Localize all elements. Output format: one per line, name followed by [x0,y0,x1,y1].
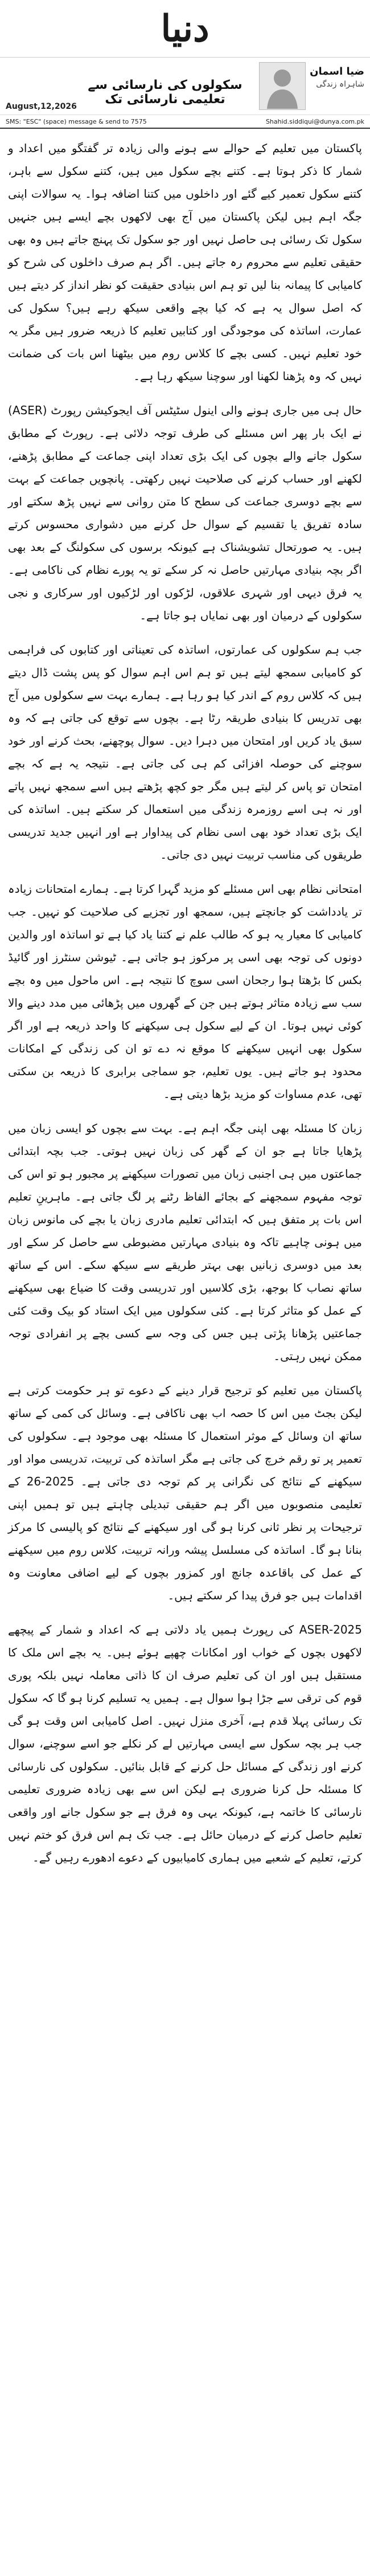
sms-instruction: SMS: "ESC" (space) message & send to 7575 [6,117,147,125]
article-paragraph: حال ہی میں جاری ہونے والی اینول سٹیٹس آف ایجوکیشن رپورٹ (ASER) نے ایک بار پھر اس مسئلے کی طرف توجہ دلائی ہے۔ رپورٹ کے مطابق سکول جانے والے بچوں کی ایک بڑی تعداد اپنی جماعت کے مطابق پڑھنے، لکھنے اور حساب کرنے کی صلاحیت نہیں رکھتی۔ پانچویں جماعت کے بہت سے بچے دوسری جماعت کی سطح کا متن روانی سے نہیں پڑھ سکتے اور سادہ تفریق یا تقسیم کے سوال حل کرنے میں دشواری محسوس کرتے ہیں۔ یہ صورتحال تشویشناک ہے کیونکہ برسوں کی سکولنگ کے بعد بھی اگر بچہ بنیادی مہارتیں حاصل نہ کر سکے تو یہ پورے نظام کی ناکامی ہے۔ یہ فرق دیہی اور شہری علاقوں، لڑکوں اور لڑکیوں اور سرکاری و نجی سکولوں کے درمیان اور بھی نمایاں ہو جاتا ہے۔ [8,403,362,622]
article-paragraph: جب ہم سکولوں کی عمارتوں، اساتذہ کی تعیناتی اور کتابوں کی فراہمی کو کامیابی سمجھ لیتے ہیں تو ہم اس اہم سوال کو پس پشت ڈال دیتے ہیں کہ کلاس روم کے اندر کیا ہو رہا ہے۔ ہمارے بہت سے سکولوں میں آج بھی تدریس کا بنیادی طریقہ رٹا ہے۔ بچوں سے توقع کی جاتی ہے کہ وہ سبق یاد کریں اور امتحان میں دہرا دیں۔ سوال پوچھنے، بحث کرنے اور خود سوچنے کی حوصلہ افزائی کم ہی کی جاتی ہے۔ نتیجہ یہ ہے کہ بچے امتحان تو پاس کر لیتے ہیں مگر جو کچھ پڑھتے ہیں اسے سمجھ نہیں پاتے اور نہ ہی اسے روزمرہ زندگی میں استعمال کر سکتے ہیں۔ اساتذہ کی ایک بڑی تعداد خود بھی اسی نظام کی پیداوار ہے اور انہیں جدید تدریسی طریقوں کی مناسب تربیت نہیں دی جاتی۔ [8,643,362,862]
column-title: سکولوں کی نارسائی سے تعلیمی نارسائی تک [88,78,242,107]
author-photo [259,62,306,110]
column-name: شاہراہ زندگی [316,80,364,89]
author-name: ضیا اسمان [310,66,364,77]
article-body [0,129,370,1869]
masthead [0,0,370,58]
column-header [0,58,370,115]
article-paragraph: ASER-2025 کی رپورٹ ہمیں یاد دلاتی ہے کہ اعداد و شمار کے پیچھے لاکھوں بچوں کے خواب اور امکانات چھپے ہوئے ہیں۔ یہ بچے اس ملک کا مستقبل ہیں اور ان کی تعلیم صرف ان کا ذاتی معاملہ نہیں بلکہ پوری قوم کی ترقی سے جڑا ہوا سوال ہے۔ ہمیں یہ تسلیم کرنا ہو گا کہ سکول تک رسائی پہلا قدم ہے، آخری منزل نہیں۔ اصل کامیابی اس وقت ہو گی جب ہر بچہ سکول سے ایسی مہارتیں لے کر نکلے جو اسے سوچنے، سوال کرنے اور زندگی کے مسائل حل کرنے کے قابل بنائیں۔ سکولوں کی نارسائی کا مسئلہ حل کرنا ضروری ہے لیکن اس سے بھی زیادہ ضروری تعلیمی نارسائی کا خاتمہ ہے، کیونکہ یہی وہ فرق ہے جو سکول جانے اور واقعی تعلیم حاصل کرنے کے درمیان حائل ہے۔ جب تک ہم اس فرق کو ختم نہیں کرتے، تعلیم کے شعبے میں ہماری کامیابیوں کے دعوے ادھورے رہیں گے۔ [8,1623,362,1864]
contact-strip [0,115,370,129]
author-email: Shahid.siddiqui@dunya.com.pk [265,117,364,125]
article-paragraph: پاکستان میں تعلیم کے حوالے سے ہونے والی زیادہ تر گفتگو میں اعداد و شمار کا ذکر ہوتا ہے۔ کتنے بچے سکول میں ہیں، کتنے سکول سے باہر، کتنے سکول تعمیر کیے گئے اور داخلوں میں کتنا اضافہ ہوا۔ یہ سوالات اپنی جگہ اہم ہیں لیکن پاکستان میں آج بھی لاکھوں بچے ایسے ہیں جنہیں سکول تک رسائی ہی حاصل نہیں اور جو سکول تک پہنچ جاتے ہیں وہ بھی حقیقی تعلیم سے محروم رہ جاتے ہیں۔ اگر ہم صرف داخلوں کی شرح کو کامیابی کا پیمانہ بنا لیں تو ہم اس بنیادی حقیقت کو نظر انداز کر دیتے ہیں کہ اصل سوال یہ ہے کہ کیا بچے واقعی سیکھ رہے ہیں؟ سکول کی عمارت، اساتذہ کی موجودگی اور کتابیں تعلیم کا ذریعہ ضرور ہیں مگر یہ خود تعلیم نہیں۔ کسی بچے کا کلاس روم میں بیٹھنا اس بات کی ضمانت نہیں کہ وہ پڑھنا لکھنا اور سوچنا سیکھ رہا ہے۔ [8,141,362,383]
article-paragraph: پاکستان میں تعلیم کو ترجیح قرار دینے کے دعوے تو ہر حکومت کرتی ہے لیکن بجٹ میں اس کا حصہ اب بھی ناکافی ہے۔ وسائل کی کمی کے ساتھ ساتھ ان وسائل کے موثر استعمال کا مسئلہ بھی موجود ہے۔ سکولوں کی تعمیر پر تو رقم خرچ کی جاتی ہے مگر اساتذہ کی تربیت، تدریسی مواد اور سیکھنے کے نتائج کی نگرانی پر کم توجہ دی جاتی ہے۔ 2025-26 کے تعلیمی منصوبوں میں اگر ہم حقیقی تبدیلی چاہتے ہیں تو ہمیں اپنی ترجیحات پر نظر ثانی کرنا ہو گی اور سیکھنے کے نتائج کو پالیسی کا مرکز بنانا ہو گا۔ اساتذہ کی مسلسل پیشہ ورانہ تربیت، کلاس روم میں سیکھنے کے عمل کی باقاعدہ جانچ اور کمزور بچوں کے لیے اضافی معاونت وہ اقدامات ہیں جو فرق پیدا کر سکتے ہیں۔ [8,1383,362,1602]
author-block [310,66,364,89]
article-paragraph: امتحانی نظام بھی اس مسئلے کو مزید گہرا کرتا ہے۔ ہمارے امتحانات زیادہ تر یادداشت کو جانچتے ہیں، سمجھ اور تجزیے کی صلاحیت کو نہیں۔ جب کامیابی کا معیار یہ ہو کہ طالب علم نے کتنا یاد کیا ہے تو اساتذہ اور والدین دونوں کی توجہ بھی اسی پر مرکوز ہو جاتی ہے۔ ٹیوشن سنٹرز اور گائیڈ بکس کا بڑھتا ہوا رجحان اسی سوچ کا نتیجہ ہے۔ اس ماحول میں وہ بچے سب سے زیادہ متاثر ہوتے ہیں جن کے گھروں میں پڑھائی میں مدد دینے والا کوئی نہیں ہوتا۔ ان کے لیے سکول ہی سیکھنے کا واحد ذریعہ ہے اور اگر سکول بھی انہیں سیکھنے کا موقع نہ دے تو ان کی زندگی کے امکانات محدود ہو جاتے ہیں۔ یوں تعلیم، جو سماجی برابری کا ذریعہ بن سکتی تھی، عدم مساوات کو مزید بڑھا دیتی ہے۔ [7,882,362,1101]
publish-date: August,12,2026 [6,102,77,111]
author-silhouette-icon [262,63,302,109]
newspaper-logo: دنیا [161,7,209,50]
article-paragraph: زبان کا مسئلہ بھی اپنی جگہ اہم ہے۔ بہت سے بچوں کو ایسی زبان میں پڑھایا جاتا ہے جو ان کے گھر کی زبان نہیں ہوتی۔ جب بچہ ابتدائی جماعتوں میں ہی اجنبی زبان میں تصورات سیکھنے پر مجبور ہو تو اس کی توجہ مفہوم سمجھنے کے بجائے الفاظ رٹنے پر لگ جاتی ہے۔ ماہرینِ تعلیم اس بات پر متفق ہیں کہ ابتدائی تعلیم مادری زبان یا بچے کی مانوس زبان میں ہونی چاہیے تاکہ وہ بنیادی مہارتیں مضبوطی سے حاصل کر سکے اور بعد میں دوسری زبانیں بھی بہتر طریقے سے سیکھ سکے۔ اس کے ساتھ ساتھ نصاب کا بوجھ، بڑی کلاسیں اور تدریسی وقت کا ضیاع بھی سیکھنے کے عمل کو متاثر کرتا ہے۔ کئی سکولوں میں ایک استاد کو بیک وقت کئی جماعتیں پڑھانا پڑتی ہیں جس کی وجہ سے کسی بچے پر انفرادی توجہ ممکن نہیں رہتی۔ [8,1121,362,1363]
